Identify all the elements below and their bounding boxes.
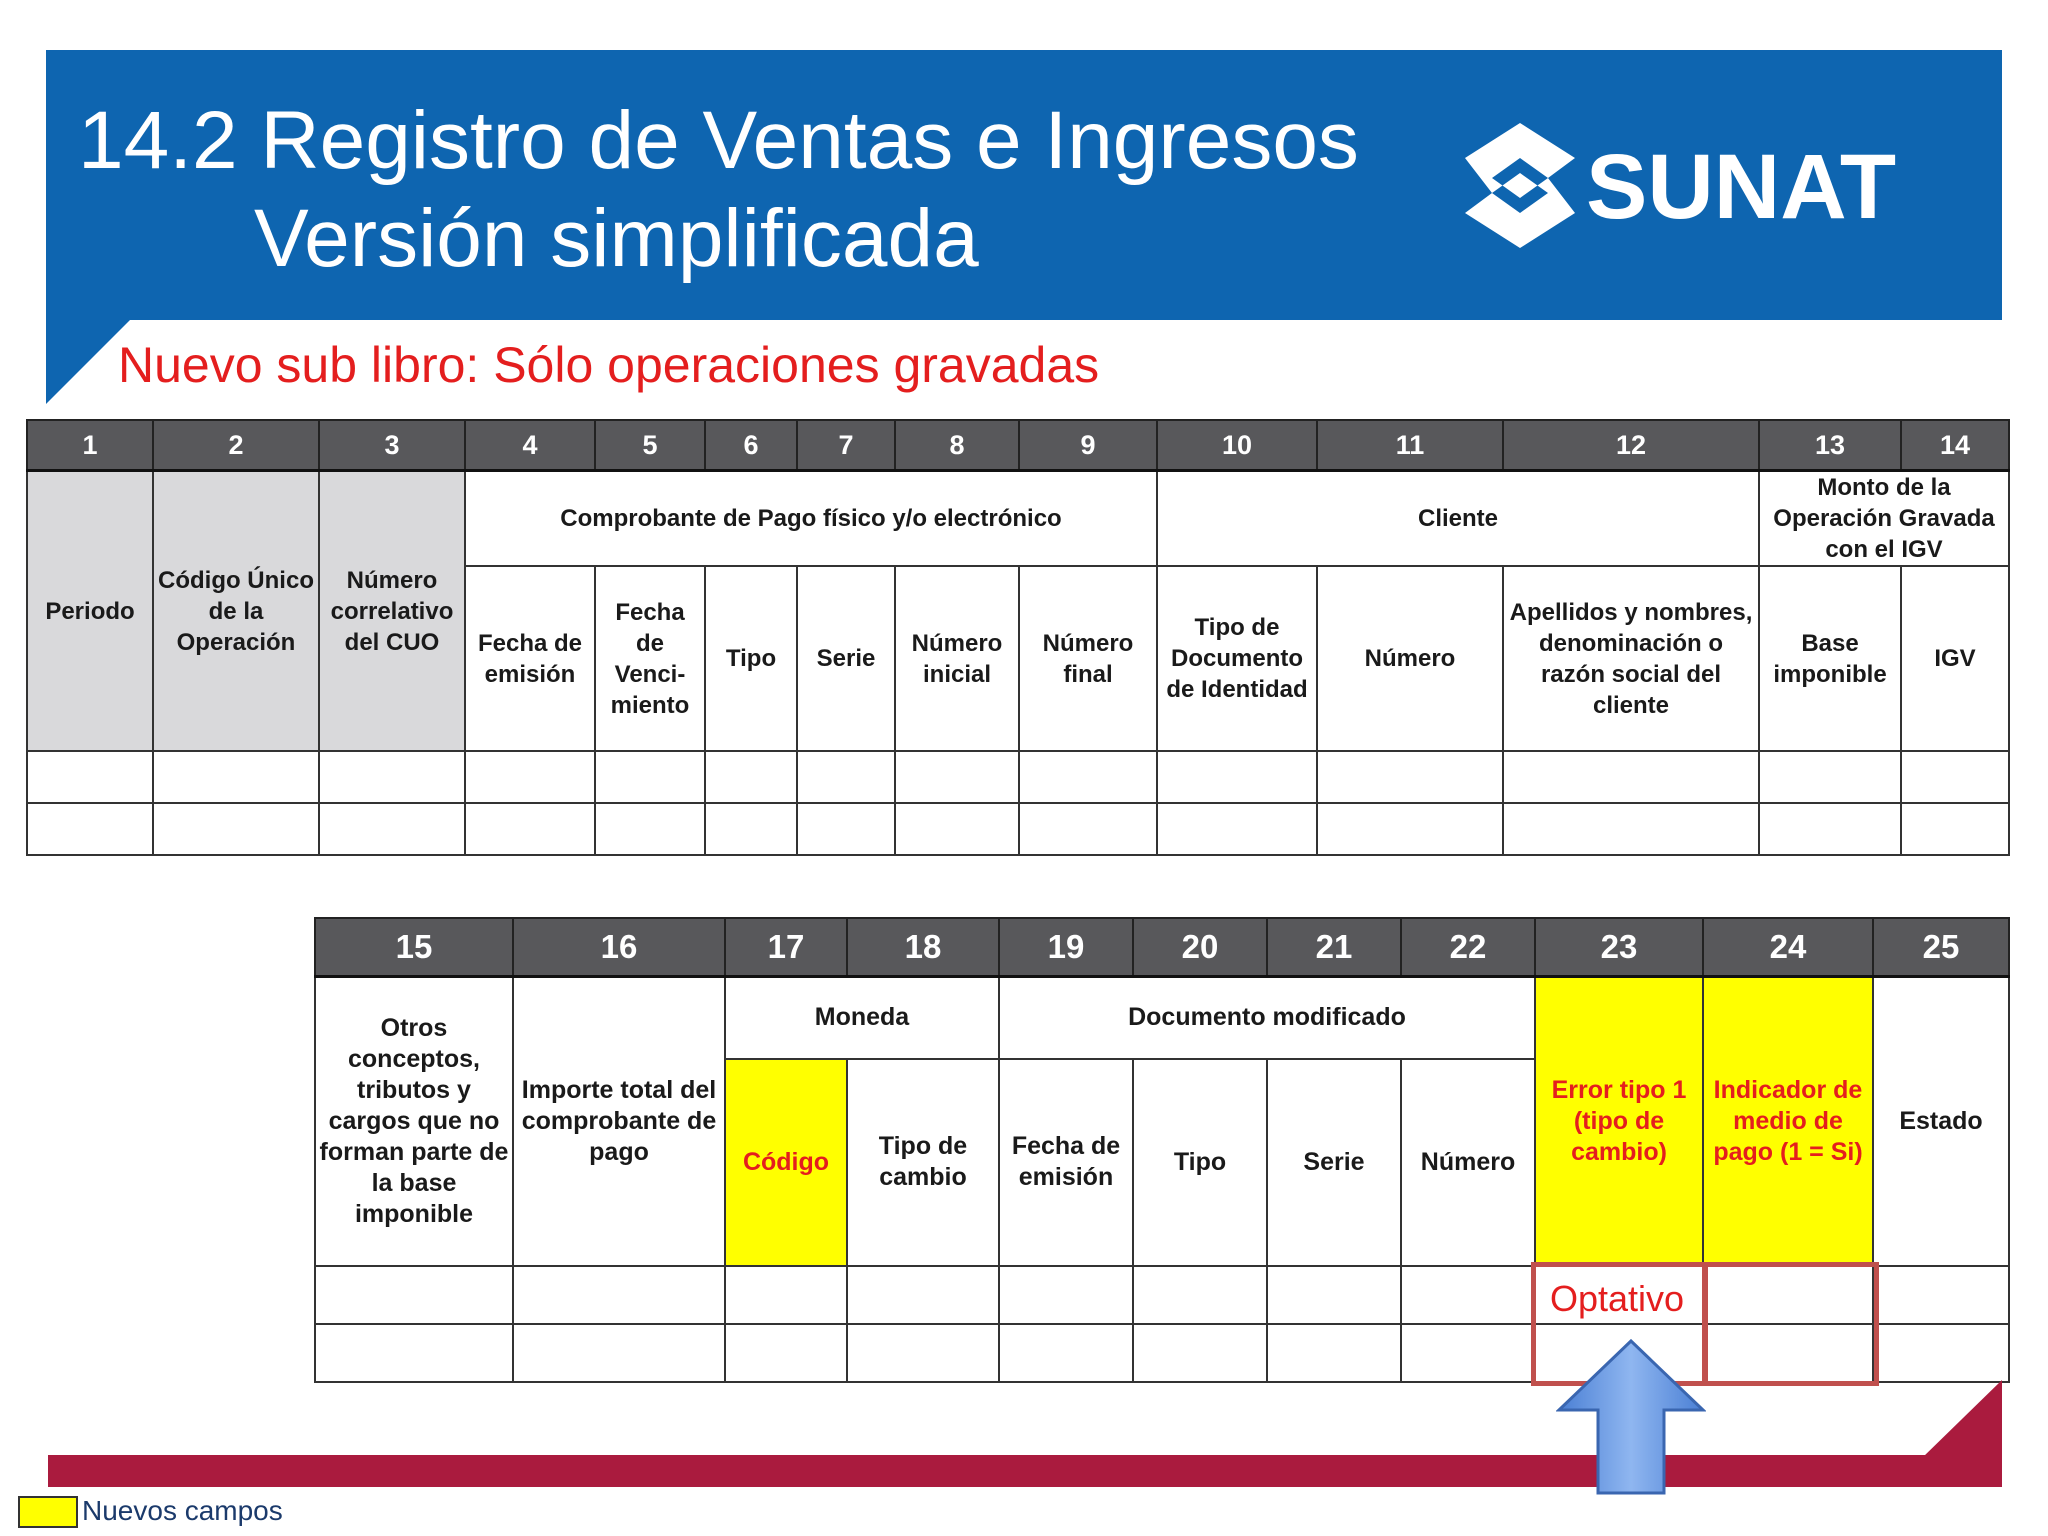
header-cuo: Código Único de la Operación — [153, 471, 319, 752]
col-number: 10 — [1157, 420, 1317, 471]
sunat-logo — [1460, 118, 1960, 253]
col-number: 9 — [1019, 420, 1157, 471]
up-arrow-icon — [1556, 1338, 1706, 1496]
empty-cell — [315, 1324, 513, 1382]
header-apellidos: Apellidos y nombres, denominación o razón social del cliente — [1503, 566, 1759, 751]
col-number: 24 — [1703, 918, 1873, 977]
header-fecha-emision: Fecha de emisión — [999, 1059, 1133, 1266]
empty-cell — [999, 1266, 1133, 1324]
empty-cell — [1019, 751, 1157, 803]
column-number-row — [27, 420, 2009, 471]
col-number: 6 — [705, 420, 797, 471]
table-row — [27, 751, 2009, 803]
empty-cell — [595, 751, 705, 803]
col-number: 23 — [1535, 918, 1703, 977]
column-number-row — [315, 918, 2009, 977]
empty-cell — [315, 1266, 513, 1324]
empty-cell — [595, 803, 705, 855]
empty-cell — [153, 803, 319, 855]
empty-cell — [1019, 803, 1157, 855]
empty-cell — [797, 751, 895, 803]
empty-cell — [1759, 751, 1901, 803]
header-cliente-group: Cliente — [1157, 471, 1759, 567]
empty-cell — [1901, 751, 2009, 803]
empty-cell — [1401, 1324, 1535, 1382]
col-number: 18 — [847, 918, 999, 977]
optativo-box-indicador — [1703, 1262, 1879, 1386]
header-comprobante-group: Comprobante de Pago físico y/o electrónico — [465, 471, 1157, 567]
col-number: 21 — [1267, 918, 1401, 977]
header-serie: Serie — [797, 566, 895, 751]
header-otros-conceptos: Otros conceptos, tributos y cargos que no forman parte de la base imponible — [315, 977, 513, 1266]
header-tipo: Tipo — [1133, 1059, 1267, 1266]
col-number: 13 — [1759, 420, 1901, 471]
col-number: 2 — [153, 420, 319, 471]
header-fecha-vencimiento: Fecha de Venci- miento — [595, 566, 705, 751]
empty-cell — [1267, 1266, 1401, 1324]
col-number: 22 — [1401, 918, 1535, 977]
optativo-label: Optativo — [1550, 1278, 1685, 1319]
empty-cell — [465, 803, 595, 855]
col-number: 12 — [1503, 420, 1759, 471]
header-base-imponible: Base imponible — [1759, 566, 1901, 751]
empty-cell — [27, 803, 153, 855]
header-periodo: Periodo — [27, 471, 153, 752]
empty-cell — [705, 751, 797, 803]
empty-cell — [999, 1324, 1133, 1382]
header-tipo: Tipo — [705, 566, 797, 751]
empty-cell — [319, 803, 465, 855]
col-number: 25 — [1873, 918, 2009, 977]
empty-cell — [1317, 751, 1503, 803]
empty-cell — [1133, 1266, 1267, 1324]
subtitle: Nuevo sub libro: Sólo operaciones gravadas — [118, 337, 1100, 393]
empty-cell — [465, 751, 595, 803]
footer-bar — [48, 1455, 2002, 1487]
empty-cell — [797, 803, 895, 855]
page-title — [78, 92, 1359, 288]
empty-cell — [895, 751, 1019, 803]
logo-text: SUNAT — [1586, 136, 1897, 238]
empty-cell — [1873, 1266, 2009, 1324]
header-correlativo: Número correlativo del CUO — [319, 471, 465, 752]
legend-label: Nuevos campos — [82, 1495, 283, 1526]
col-number: 19 — [999, 918, 1133, 977]
title-line-2: Versión simplificada — [254, 193, 979, 284]
empty-cell — [1133, 1324, 1267, 1382]
col-number: 3 — [319, 420, 465, 471]
table-top — [26, 419, 2010, 856]
empty-cell — [1157, 751, 1317, 803]
header-monto-group: Monto de la Operación Gravada con el IGV — [1759, 471, 2009, 567]
empty-cell — [1157, 803, 1317, 855]
empty-cell — [1503, 751, 1759, 803]
empty-cell — [705, 803, 797, 855]
col-number: 5 — [595, 420, 705, 471]
empty-cell — [895, 803, 1019, 855]
col-number: 7 — [797, 420, 895, 471]
empty-cell — [1901, 803, 2009, 855]
empty-cell — [1873, 1324, 2009, 1382]
empty-cell — [1317, 803, 1503, 855]
footer-triangle — [1922, 1380, 2002, 1458]
col-number: 15 — [315, 918, 513, 977]
empty-cell — [847, 1266, 999, 1324]
col-number: 17 — [725, 918, 847, 977]
header-numero-final: Número final — [1019, 566, 1157, 751]
empty-cell — [1401, 1266, 1535, 1324]
header-error-tipo: Error tipo 1 (tipo de cambio) — [1535, 977, 1703, 1266]
empty-cell — [1503, 803, 1759, 855]
header-documento-modificado-group: Documento modificado — [999, 977, 1535, 1059]
header-importe-total: Importe total del comprobante de pago — [513, 977, 725, 1266]
empty-cell — [725, 1324, 847, 1382]
col-number: 8 — [895, 420, 1019, 471]
sunat-mark-icon — [1465, 123, 1575, 248]
header-moneda-group: Moneda — [725, 977, 999, 1059]
col-number: 4 — [465, 420, 595, 471]
empty-cell — [513, 1266, 725, 1324]
col-number: 20 — [1133, 918, 1267, 977]
empty-cell — [27, 751, 153, 803]
table-row — [27, 803, 2009, 855]
empty-cell — [513, 1324, 725, 1382]
empty-cell — [847, 1324, 999, 1382]
header-indicador-pago: Indicador de medio de pago (1 = Si) — [1703, 977, 1873, 1266]
header-tipo-documento: Tipo de Documento de Identidad — [1157, 566, 1317, 751]
legend-swatch-new-fields — [18, 1496, 78, 1528]
empty-cell — [153, 751, 319, 803]
header-numero: Número — [1317, 566, 1503, 751]
empty-cell — [319, 751, 465, 803]
col-number: 1 — [27, 420, 153, 471]
header-codigo: Código — [725, 1059, 847, 1266]
header-serie: Serie — [1267, 1059, 1401, 1266]
empty-cell — [1759, 803, 1901, 855]
col-number: 14 — [1901, 420, 2009, 471]
header-numero-inicial: Número inicial — [895, 566, 1019, 751]
header-estado: Estado — [1873, 977, 2009, 1266]
empty-cell — [725, 1266, 847, 1324]
col-number: 11 — [1317, 420, 1503, 471]
header-igv: IGV — [1901, 566, 2009, 751]
col-number: 16 — [513, 918, 725, 977]
header-tipo-cambio: Tipo de cambio — [847, 1059, 999, 1266]
empty-cell — [1267, 1324, 1401, 1382]
header-numero: Número — [1401, 1059, 1535, 1266]
header-fecha-emision: Fecha de emisión — [465, 566, 595, 751]
title-line-1: 14.2 Registro de Ventas e Ingresos — [78, 95, 1359, 186]
